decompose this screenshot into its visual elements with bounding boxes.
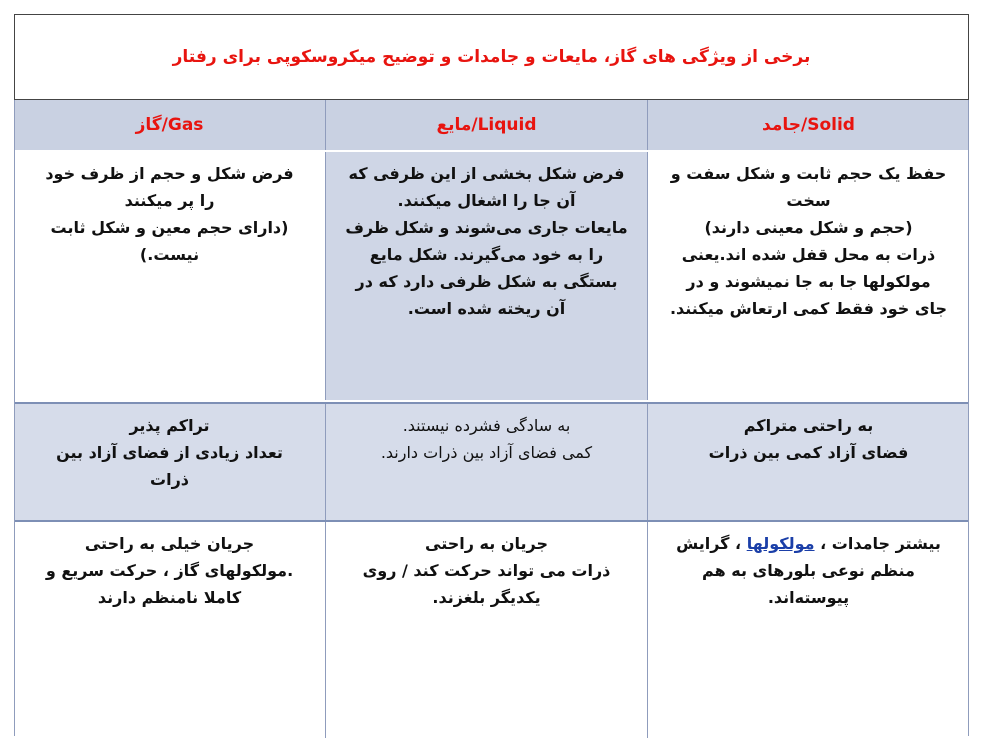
table-header-row — [14, 100, 969, 152]
table-right-border — [968, 100, 969, 736]
table-row-flow — [14, 520, 969, 738]
cell-solid-flow: بیشتر جامدات ، مولکولها ، گرایش منظم نوعی بلورهای به هم پیوسته‌اند. — [648, 522, 969, 738]
cell-solid-shape: حفظ یک حجم ثابت و شکل سفت و سخت (حجم و شکل معینی دارند) ذرات به محل قفل شده اند.یعنی مولکولها جا به جا نمیشوند و در جای خود فقط کمی ارتعاش میکنند. — [648, 152, 969, 400]
table-row-compressibility — [14, 402, 969, 520]
cell-liquid-shape: فرض شکل بخشی از این ظرفی که آن جا را اشغال میکنند. مایعات جاری می‌شوند و شکل ظرف را به خود می‌گیرند. شکل مایع بستگی به شکل ظرفی دارد که در آن ریخته شده است. — [326, 152, 648, 400]
molecules-link[interactable]: مولکولها — [746, 534, 815, 553]
header-gas: Gas/گاز — [14, 100, 326, 150]
table-left-border — [14, 100, 15, 736]
header-solid: Solid/جامد — [762, 115, 855, 135]
table-row-shape-volume — [14, 152, 969, 400]
cell-solid-compress: به راحتی متراکم فضای آزاد کمی بین ذرات — [708, 416, 909, 462]
title-box — [14, 14, 969, 100]
cell-liquid-compress: به سادگی فشرده نیستند. کمی فضای آزاد بین ذرات دارند. — [326, 404, 648, 520]
cell-liquid-flow: جریان به راحتی ذرات می تواند حرکت کند / روی یکدیگر بلغزند. — [326, 522, 648, 738]
cell-gas-compress: تراکم پذیر تعداد زیادی از فضای آزاد بین ذرات — [14, 404, 326, 520]
states-of-matter-table — [14, 100, 969, 736]
cell-gas-shape: فرض شکل و حجم از ظرف خود را پر میکنند (دارای حجم معین و شکل ثابت نیست.) — [14, 152, 326, 400]
header-liquid: Liquid/مایع — [326, 100, 648, 150]
page-title: برخی از ویژگی های گاز، مایعات و جامدات و توضیح میکروسکوپی برای رفتار — [172, 47, 811, 67]
cell-gas-flow: جریان خیلی به راحتی .مولکولهای گاز ، حرکت سریع و کاملا نامنظم دارند — [14, 522, 326, 738]
solid-flow-line1: بیشتر جامدات ، مولکولها ، گرایش — [676, 534, 941, 553]
